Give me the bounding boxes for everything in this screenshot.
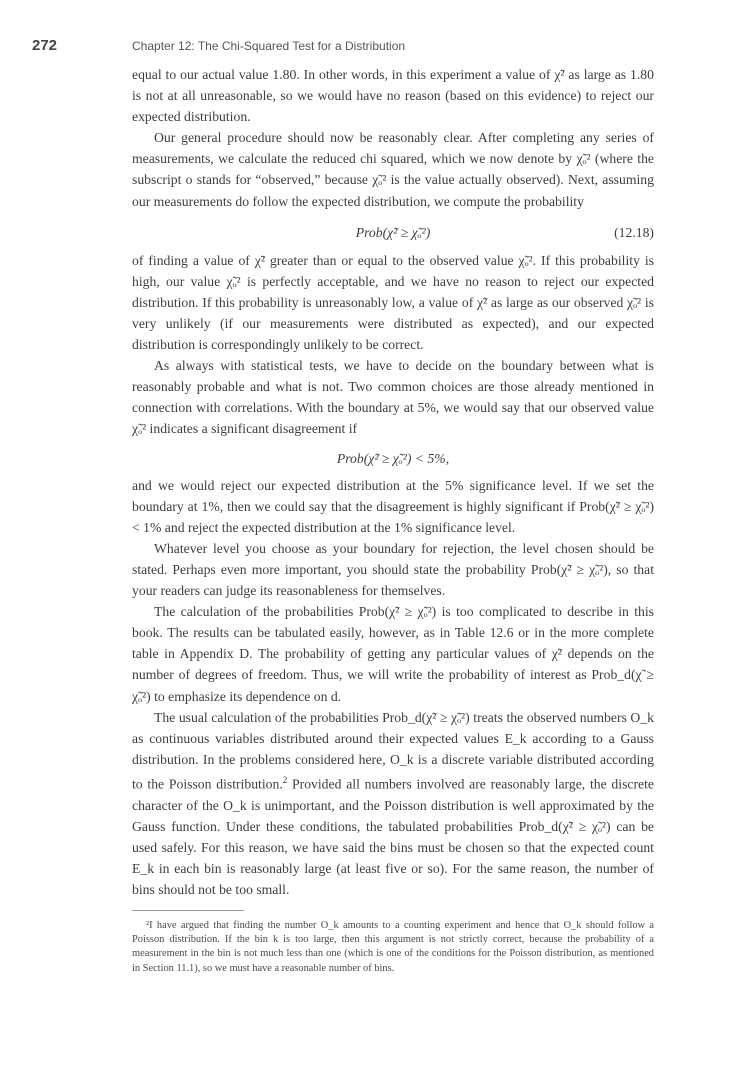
paragraph-8 bbox=[132, 707, 654, 900]
page-number: 272 bbox=[32, 37, 58, 54]
paragraph-8-text: The usual calculation of the probabilities Prob_d(χ̃² ≥ χ̃ₒ²) treats the observed numbers O_k as continuous variables distributed around their expected values E_k according to a Gauss distribution. In the problems considered here, O_k is a discrete variable distributed according to the Poisson distribution. bbox=[132, 709, 654, 792]
paragraph-5: and we would reject our expected distribution at the 5% significance level. If we set the boundary at 1%, then we could say that the disagreement is highly significant if Prob(χ̃² ≥ χ̃ₒ²) < 1% and reject the expected distribution at the 1% significance level. bbox=[132, 477, 654, 535]
footnote-divider bbox=[132, 910, 244, 911]
paragraph-7: The calculation of the probabilities Prob(χ̃² ≥ χ̃ₒ²) is too complicated to describe in this book. The results can be tabulated easily, however, as in Table 12.6 or in the more complete table in Appendix D. The probability of getting any particular values of χ̃² depends on the number of degrees of freedom. Thus, we will write the probability of interest as Prob_d(χ̃ ≥ χ̃ₒ²) to emphasize its dependence on d. bbox=[132, 604, 654, 704]
paragraph-6: Whatever level you choose as your boundary for rejection, the level chosen should be stated. Perhaps even more important, you should state the probability Prob(χ̃² ≥ χ̃ₒ²), so that your readers can judge its reasonableness for themselves. bbox=[132, 540, 654, 599]
paragraph-8-continued: Provided all numbers involved are reasonably large, the discrete character of the O_k is unimportant, and the Poisson distribution is well approximated by the Gauss function. Under these conditions, the tabulated probabilities Prob_d(χ̃² ≥ χ̃ₒ²) can be used safely. For this reason, we have said the bins must be chosen so that the expected count E_k in each bin is reasonably large (at least five or so). For the same reason, the number of bins should not be too small. bbox=[132, 776, 654, 897]
running-header bbox=[0, 37, 729, 57]
equation-threshold: Prob(χ̃² ≥ χ̃ₒ²) < 5%, bbox=[336, 450, 450, 466]
equation-12-18 bbox=[132, 222, 654, 243]
chapter-title: Chapter 12: The Chi-Squared Test for a Distribution bbox=[132, 39, 406, 53]
paragraph-4: As always with statistical tests, we have to decide on the boundary between what is reasonably probable and what is not. Two common choices are those already mentioned in connection with correlations. With the boundary at 5%, we would say that our observed value χ̃ₒ² indicates a significant disagreement if bbox=[132, 358, 654, 437]
paragraph-2: Our general procedure should now be reasonably clear. After completing any series of measurements, we calculate the reduced chi squared, which we now denote by χ̃ₒ² (where the subscript o stands for “observed,” because χ̃ₒ² is the value actually observed). Next, assuming our measurements do follow the expected distribution, we compute the probability bbox=[132, 130, 654, 209]
page-body bbox=[132, 64, 654, 976]
footnote-reference: 2 bbox=[282, 774, 288, 785]
equation-number: (12.18) bbox=[614, 224, 654, 240]
equation-expression: Prob(χ̃² ≥ χ̃ₒ²) bbox=[355, 224, 431, 240]
paragraph-3: of finding a value of χ̃² greater than or equal to the observed value χ̃ₒ². If this probability is high, our value χ̃ₒ² is perfectly acceptable, and we have no reason to reject our expected distribution. If this probability is unreasonably low, a value of χ̃² as large as our observed χ̃ₒ² is very unlikely (if our measurements were distributed as expected), and our expected distribution is correspondingly unlikely to be correct. bbox=[132, 252, 654, 353]
footnote: ²I have argued that finding the number O_k amounts to a counting experiment and hence that O_k should follow a Poisson distribution. If the bin k is too large, then this argument is not strictly correct, because the probability of a measurement in the bin is not much less than one (which is one of the conditions for the Poisson distribution, as mentioned in Section 11.1), so we must have a reasonable number of bins. bbox=[132, 920, 654, 974]
paragraph-1: equal to our actual value 1.80. In other words, in this experiment a value of χ̃² as large as 1.80 is not at all unreasonable, so we would have no reason (based on this evidence) to reject our expected distribution. bbox=[132, 67, 654, 125]
